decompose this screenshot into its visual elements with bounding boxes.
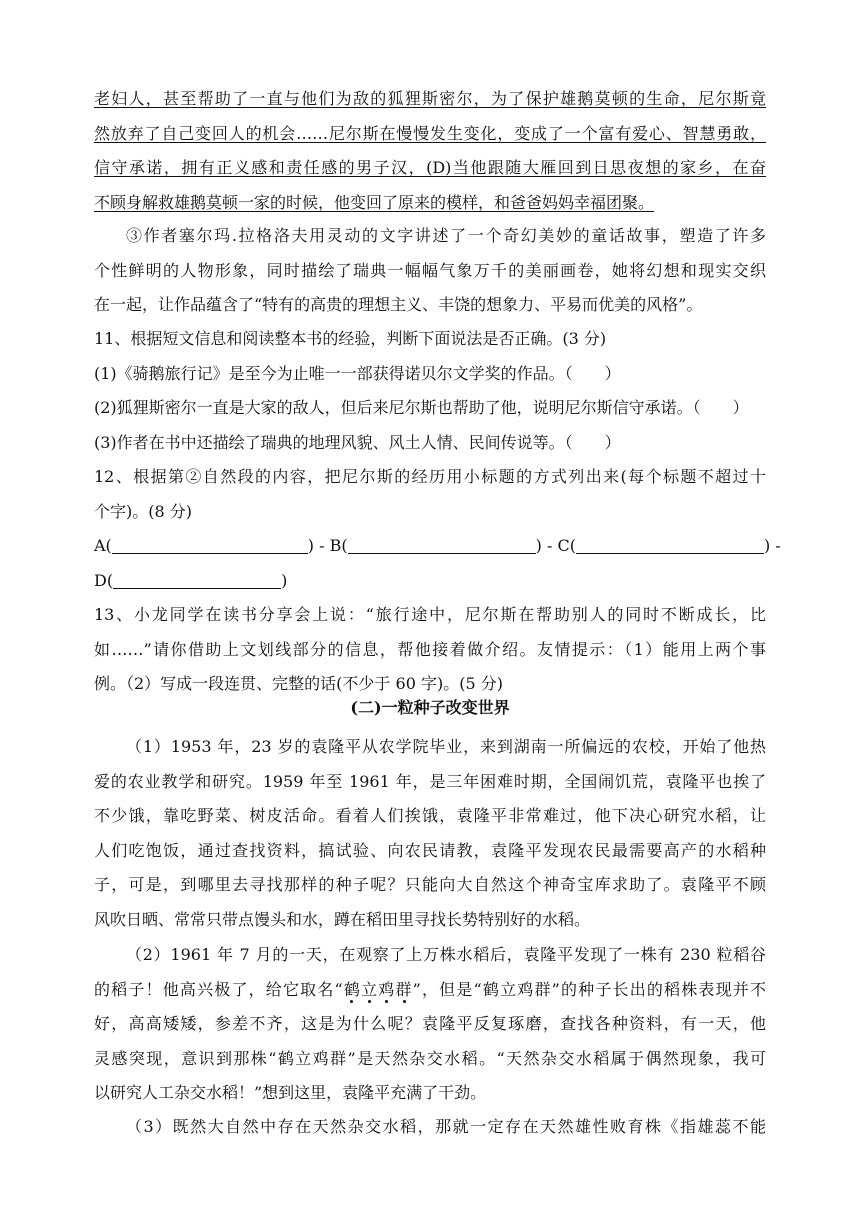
paragraph-line: 在一起，让作品蕴含了“特有的高贵的理想主义、丰饶的想象力、平易而优美的风格”。 xyxy=(94,295,703,314)
paragraph-line: （3）既然大自然中存在天然杂交水稻，那就一定存在天然雄性败育株《指雄蕊不能 xyxy=(126,1117,766,1136)
answer-blank-b[interactable] xyxy=(348,535,536,554)
underlined-line: 不顾身解救雄鹅莫顿一家的时候，他变回了原来的模样，和爸爸妈妈幸福团聚。 xyxy=(94,192,655,212)
answer-blank-c[interactable] xyxy=(576,535,764,554)
paragraph-line: 好，高高矮矮，参差不齐，这是为什么呢？袁隆平反复琢磨，查找各种资料，有一天，他 xyxy=(94,1014,766,1033)
question-stem: 13、小龙同学在读书分享会上说：“旅行途中，尼尔斯在帮助别人的同时不断成长，比 xyxy=(94,605,766,624)
dotted-character: 群 xyxy=(395,979,413,999)
question-13 xyxy=(94,598,766,702)
blank-label-a: A( xyxy=(94,536,112,555)
dotted-character: 鸡 xyxy=(378,979,396,999)
underlined-line: 然放弃了自己变回人的机会……尼尔斯在慢慢发生变化，变成了一个富有爱心、智慧勇敢， xyxy=(94,123,766,143)
emphasis-dotted-word xyxy=(343,980,413,999)
blank-label-d: D( xyxy=(94,570,114,590)
paragraph-line: 个性鲜明的人物形象，同时描绘了瑞典一幅幅气象万千的美丽画卷，她将幻想和现实交织 xyxy=(94,260,766,280)
passage-title: (二)一粒种子改变世界 xyxy=(350,698,510,717)
text-segment: 的稻子！他高兴极了，给它取名“ xyxy=(94,979,343,999)
question-stem: 例。（2）写成一段连贯、完整的话(不少于 60 字)。(5 分) xyxy=(94,674,503,693)
blank-label-c-end: ) - xyxy=(763,536,781,555)
paragraph-line: 爱的农业教学和研究。1959 年至 1961 年，是三年困难时期，全国闹饥荒，袁隆平也挨了 xyxy=(94,771,766,791)
paragraph-line xyxy=(94,973,766,1008)
question-stem: 12、根据第②自然段的内容，把尼尔斯的经历用小标题的方式列出来(每个标题不超过十 xyxy=(94,467,766,486)
blank-label-b: ) - B( xyxy=(307,536,348,555)
blank-label-c: ) - C( xyxy=(535,536,576,555)
paragraph-line: 不少饿，靠吃野菜、树皮活命。看着人们挨饿，袁隆平非常难过，他下决心研究水稻，让 xyxy=(94,806,766,825)
question-12 xyxy=(94,460,781,598)
paragraph-line: 以研究人工杂交水稻！”想到这里，袁隆平充满了干劲。 xyxy=(94,1083,487,1102)
underlined-passage xyxy=(94,82,766,220)
question-stem: 11、根据短文信息和阅读整本书的经验，判断下面说法是否正确。(3 分) xyxy=(94,329,607,348)
paragraph-line: 风吹日晒、常常只带点馒头和水，蹲在稻田里寻找长势特别好的水稻。 xyxy=(94,909,591,929)
underlined-line: 老妇人，甚至帮助了一直与他们为敌的狐狸斯密尔，为了保护雄鹅莫顿的生命，尼尔斯竟 xyxy=(94,89,766,108)
blank-label-d-end: ) xyxy=(281,570,288,590)
answer-blank-a[interactable] xyxy=(112,535,308,554)
dotted-character: 鹤 xyxy=(342,979,362,999)
passage2-paragraph-2 xyxy=(94,938,766,1111)
paragraph-line: 子，可是，到哪里去寻找那样的种子呢？只能向大自然这个神奇宝库求助了。袁隆平不顾 xyxy=(94,875,766,894)
text-segment: ”，但是“鹤立鸡群”的种子长出的稻株表现并不 xyxy=(412,979,766,999)
answer-blanks-row xyxy=(94,564,766,599)
paragraph-line: ③作者塞尔玛.拉格洛夫用灵动的文字讲述了一个奇幻美妙的童话故事，塑造了许多 xyxy=(126,226,766,245)
paragraph-line: （2）1961 年 7 月的一天，在观察了上万株水稻后，袁隆平发现了一株有 230 粒稻谷 xyxy=(126,945,766,964)
judgment-item: (2)狐狸斯密尔一直是大家的敌人，但后来尼尔斯也帮助了他，说明尼尔斯信守承诺。（ ） xyxy=(94,398,749,417)
answer-blank-d[interactable] xyxy=(113,570,281,589)
passage2-paragraph-3 xyxy=(94,1110,766,1145)
underlined-line: 信守承诺，拥有正义感和责任感的男子汉，(D)当他跟随大雁回到日思夜想的家乡，在奋 xyxy=(94,158,766,177)
paragraph-line: 灵感突现，意识到那株“鹤立鸡群”是天然杂交水稻。“天然杂交水稻属于偶然现象，我可 xyxy=(94,1048,766,1068)
question-11 xyxy=(94,322,766,460)
dotted-character: 立 xyxy=(361,979,379,999)
paragraph-line: （1）1953 年，23 岁的袁隆平从农学院毕业，来到湖南一所偏远的农校，开始了他热 xyxy=(126,737,766,756)
question-stem: 个字)。(8 分) xyxy=(94,501,192,521)
paragraph-line: 人们吃饱饭，通过查找资料，搞试验、向农民请教，袁隆平发现农民最需要高产的水稻种 xyxy=(94,840,766,860)
judgment-item: (3)作者在书中还描绘了瑞典的地理风貌、风土人情、民间传说等。（ ） xyxy=(94,432,621,452)
answer-blanks-row xyxy=(94,529,781,564)
paragraph-3 xyxy=(94,219,766,323)
judgment-item: (1)《骑鹅旅行记》是至今为止唯一一部获得诺贝尔文学奖的作品。（ ） xyxy=(94,363,621,383)
passage2-paragraph-1 xyxy=(94,730,766,937)
question-stem: 如……”请你借助上文划线部分的信息，帮他接着做介绍。友情提示：（1）能用上两个事 xyxy=(94,639,766,659)
